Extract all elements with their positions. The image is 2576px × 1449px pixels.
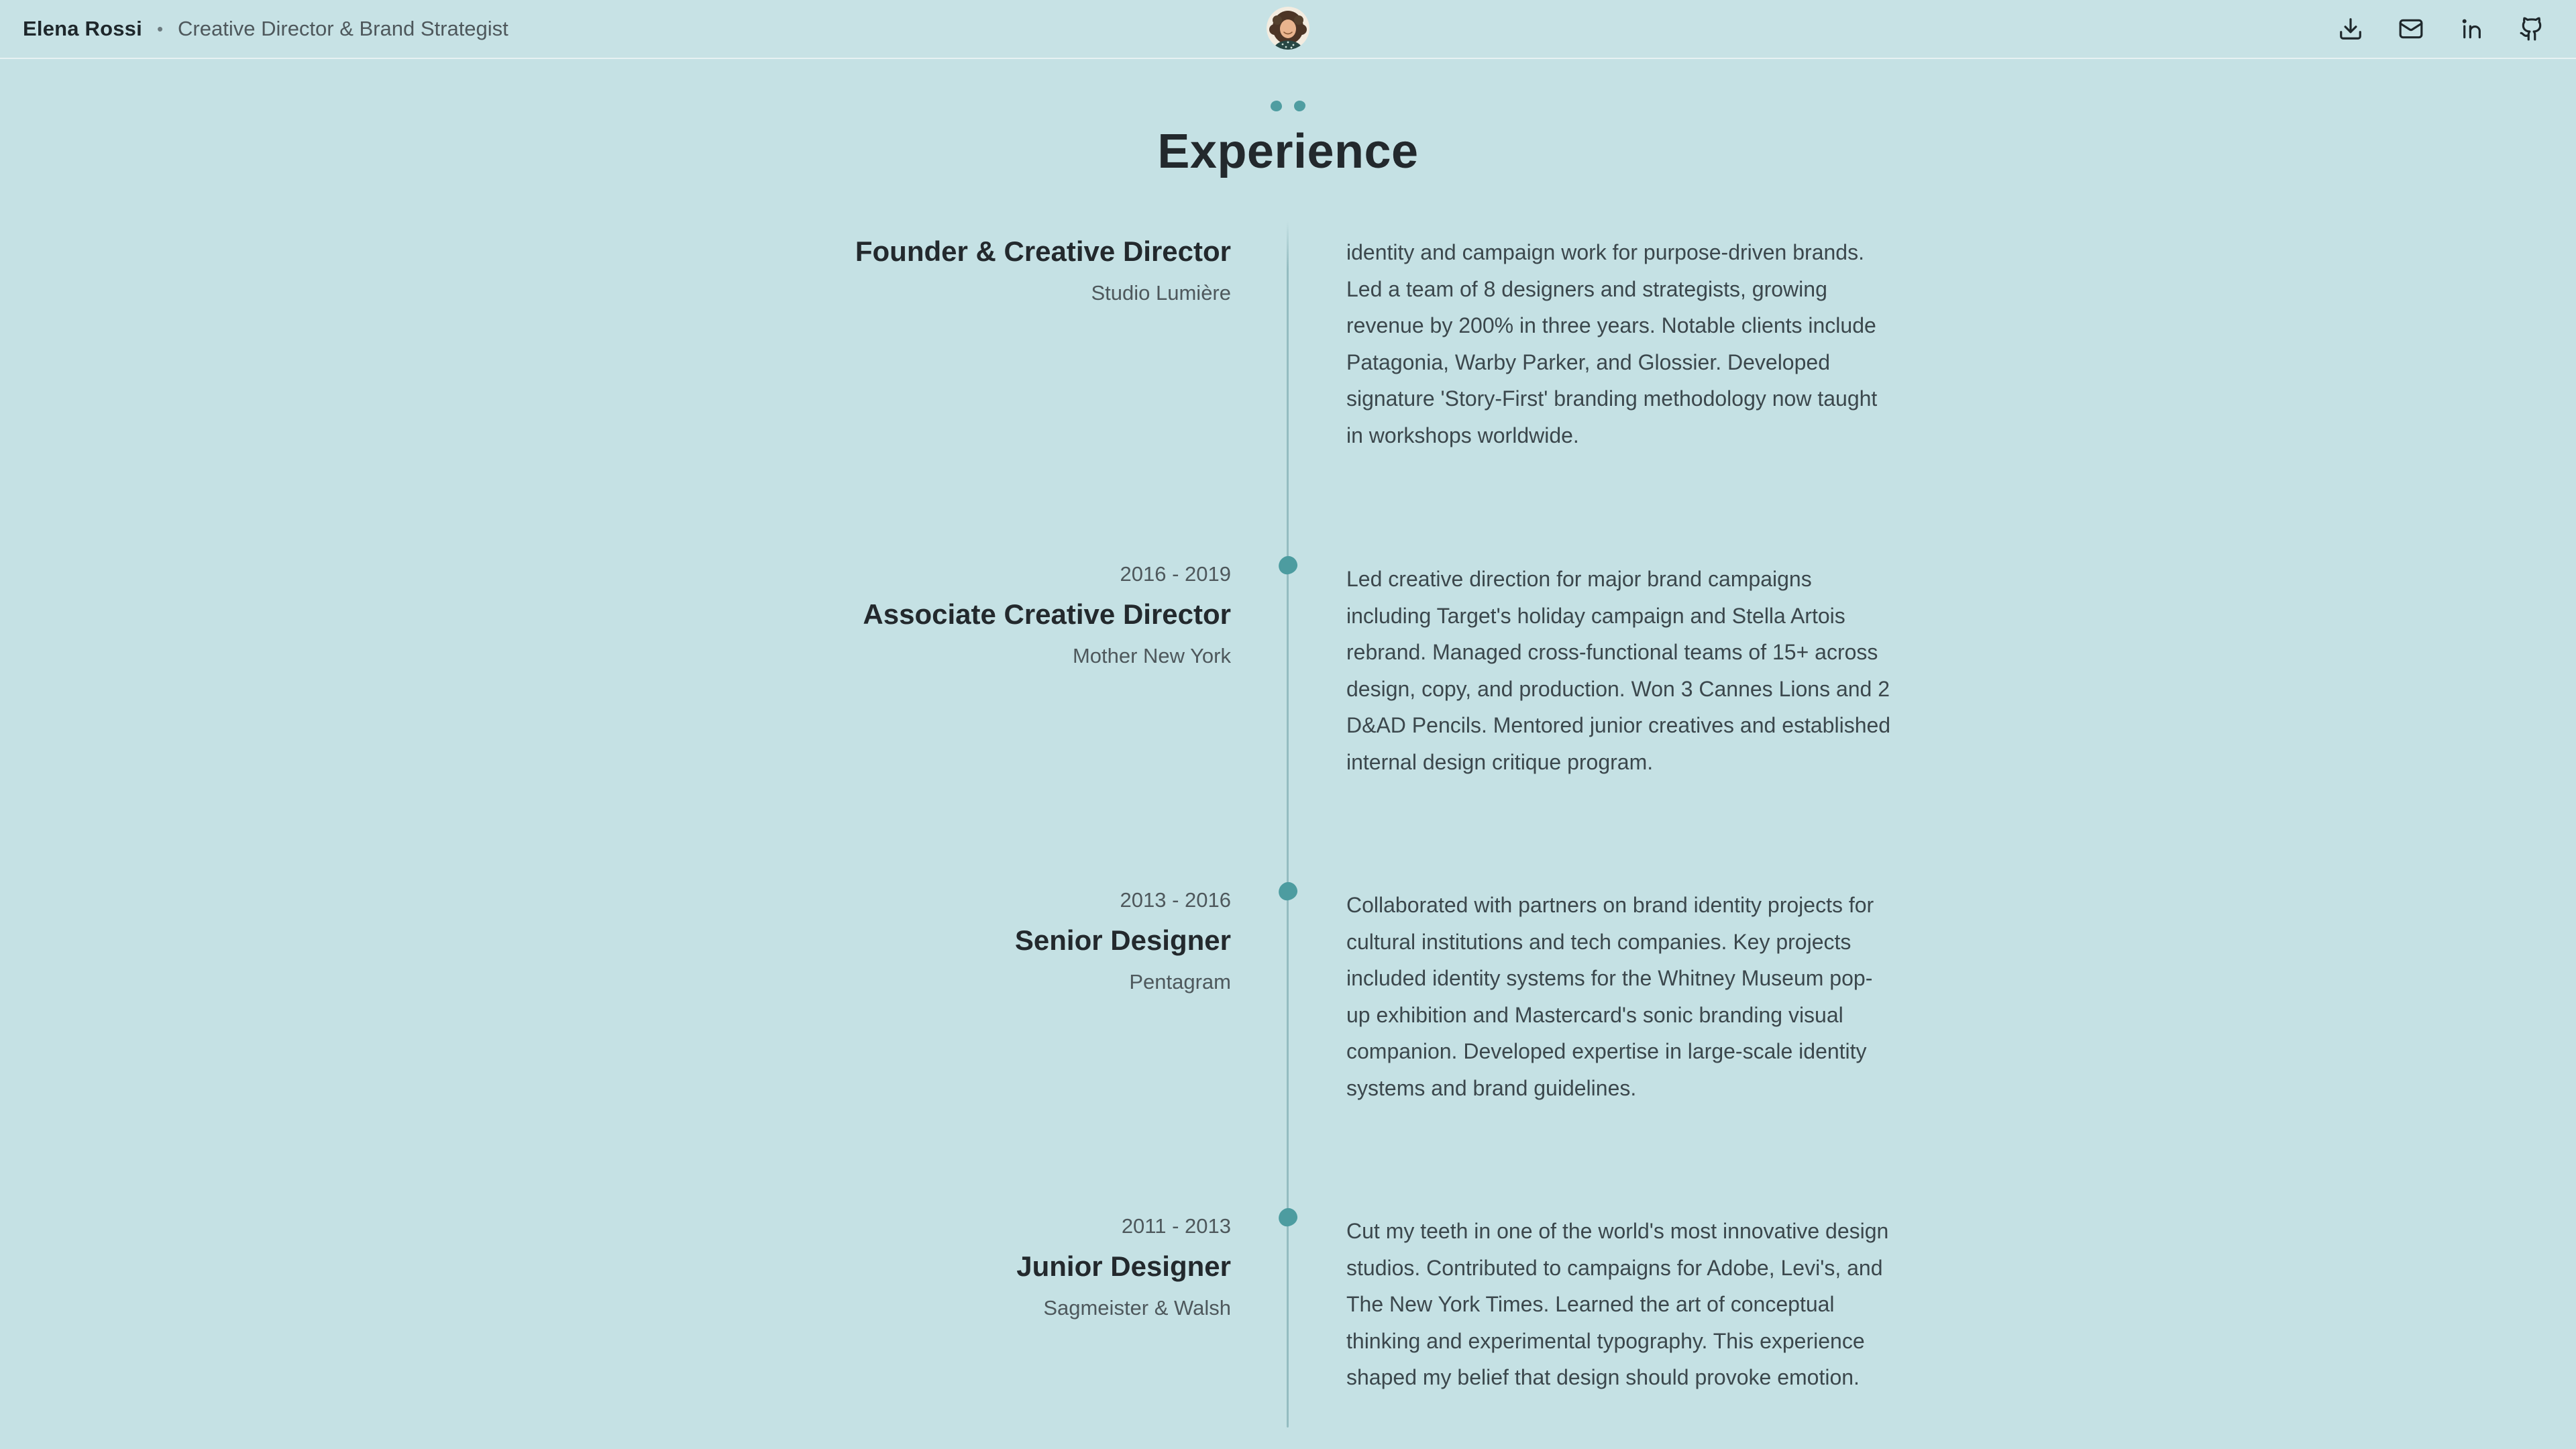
timeline-line [1287,221,1289,1428]
avatar-illustration [1267,7,1309,50]
person-name: Elena Rossi [23,17,142,40]
entry-dates: 2011 - 2013 [1121,1214,1231,1238]
site-header [0,0,2576,59]
entry-role: Founder & Creative Director [855,235,1231,267]
entry-company: Studio Lumière [1091,281,1231,305]
carousel-pagination [1271,101,1305,111]
page-title: Experience [1157,125,1419,178]
avatar[interactable] [1267,7,1309,50]
timeline-dot [1277,881,1298,902]
entry-company: Sagmeister & Walsh [1043,1296,1231,1320]
timeline-dot [1277,555,1298,576]
entry-dates: 2013 - 2016 [1120,888,1231,912]
entry-company: Pentagram [1129,970,1231,994]
entry-meta [493,1213,1231,1322]
github-icon [2519,16,2544,42]
download-button[interactable] [2337,15,2364,42]
pagination-dot[interactable] [1294,101,1305,111]
experience-timeline [0,221,2576,1449]
header-action-icons [2337,15,2553,42]
entry-meta [493,561,1231,669]
entry-meta [493,887,1231,996]
person-role-subtitle: Creative Director & Brand Strategist [178,17,508,40]
linkedin-icon [2459,16,2484,42]
entry-description: Cut my teeth in one of the world's most innovative design studios. Contributed to campaigns for Adobe, Levi's, and The New York Times. Learned the art of conceptual thinking and experimental typography. This experience shaped my belief that design should provoke emotion. [1346,1219,1889,1389]
mail-button[interactable] [2398,15,2424,42]
entry-meta [493,234,1231,307]
linkedin-button[interactable] [2458,15,2485,42]
entry-description: identity and campaign work for purpose-driven brands. Led a team of 8 designers and strategists, growing revenue by 200% in three years. Notable clients include Patagonia, Warby Parker, and Glossier. Developed signature 'Story-First' branding methodology now taught in workshops worldwide. [1346,240,1878,447]
mail-icon [2398,16,2424,42]
pagination-dot[interactable] [1271,101,1282,111]
entry-description: Collaborated with partners on brand identity projects for cultural institutions and tech companies. Key projects included identity systems for the Whitney Museum pop-up exhibition and Mastercard's sonic branding visual companion. Developed expertise in large-scale identity systems and brand guidelines. [1346,893,1874,1100]
github-button[interactable] [2518,15,2545,42]
entry-description: Led creative direction for major brand campaigns including Target's holiday campaign and Stella Artois rebrand. Managed cross-functional teams of 15+ across design, copy, and production. Won 3 Cannes Lions and 2 D&AD Pencils. Mentored junior creatives and established internal design critique program. [1346,567,1891,774]
header-separator-dot: • [156,18,164,39]
entry-dates: 2016 - 2019 [1120,562,1231,586]
entry-company: Mother New York [1072,644,1231,667]
entry-role: Senior Designer [1014,924,1231,956]
timeline-dot [1277,1207,1298,1228]
entry-role: Junior Designer [1016,1250,1231,1282]
download-icon [2338,16,2363,42]
header-identity [23,17,508,41]
entry-role: Associate Creative Director [863,598,1231,630]
